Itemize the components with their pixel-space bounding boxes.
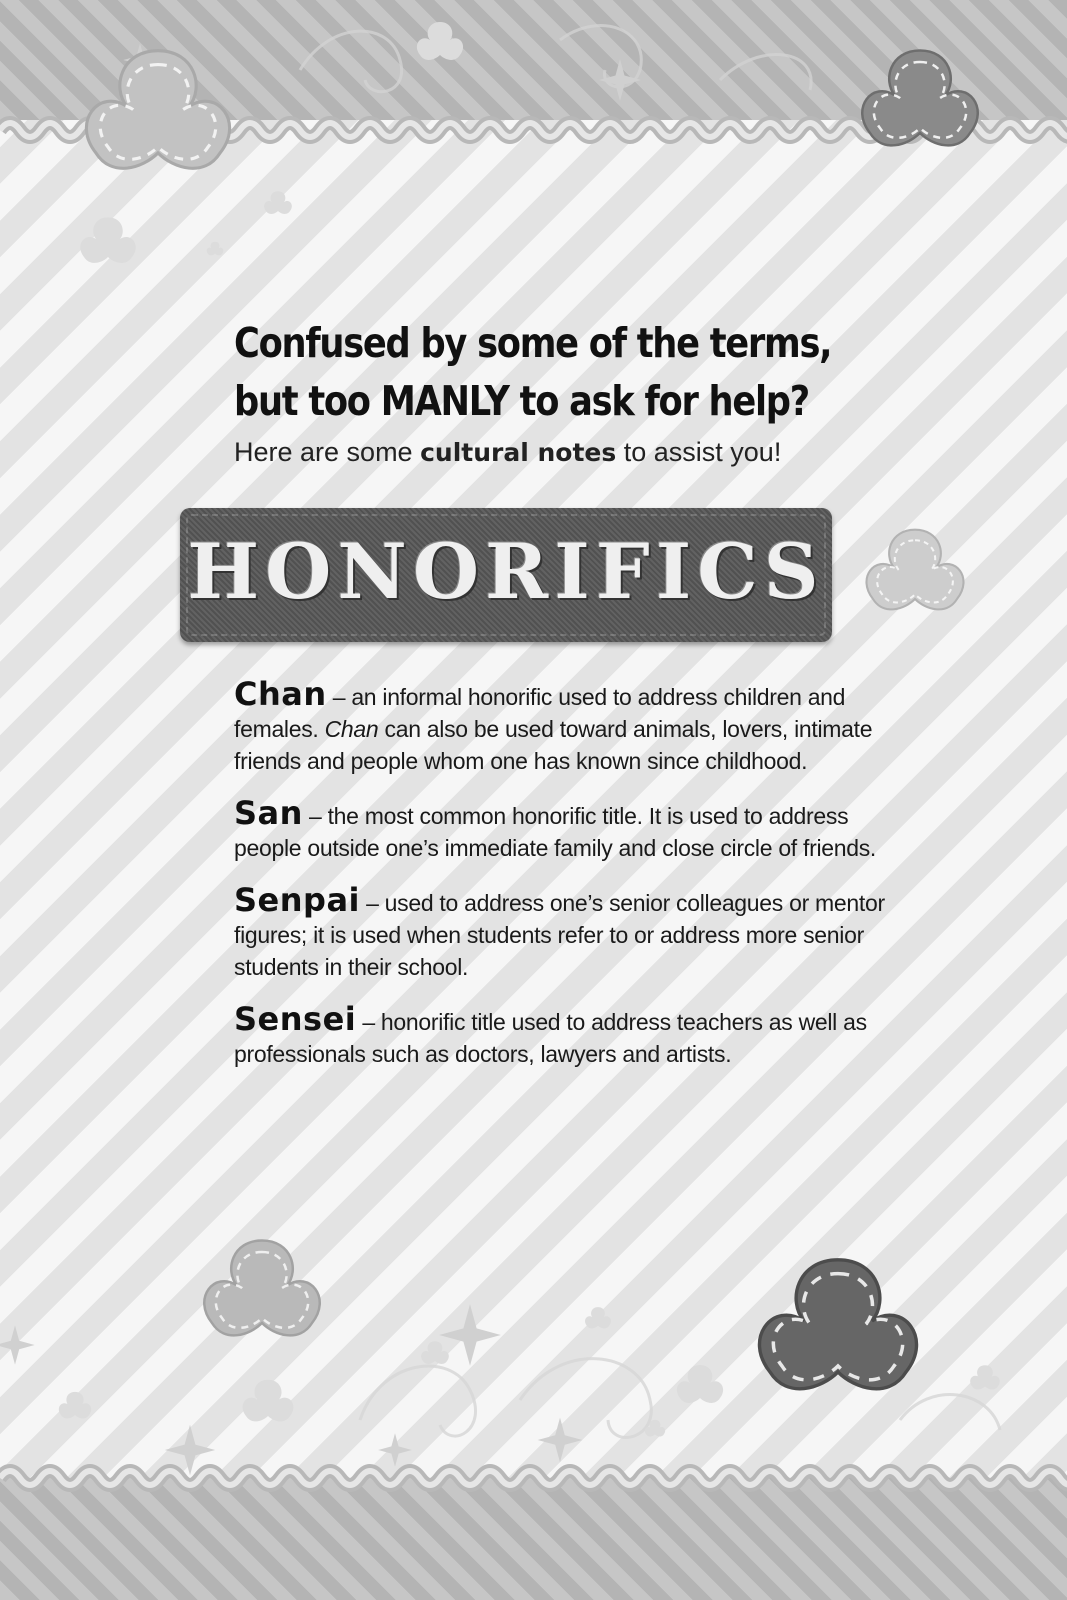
definition-san: the most common honorific title. It is used to address people outside one’s immediate family and close circle of friends. xyxy=(234,803,877,861)
definition-chan-part-2: can also be used toward animals, lovers, intimate friends and people whom one has known since childhood. xyxy=(234,716,873,774)
ric-rac-trim-bottom xyxy=(0,1471,1067,1485)
subheadline xyxy=(234,436,894,469)
definition-chan-part-1: an informal honorific used to address children and females. xyxy=(234,684,846,742)
term-senpai: Senpai xyxy=(234,881,360,919)
glossary-entry-sensei xyxy=(234,1000,894,1070)
entry-separator: – xyxy=(302,803,328,829)
glossary-entry-chan xyxy=(234,675,894,777)
entry-separator: – xyxy=(326,684,352,710)
definition-senpai: used to address one’s senior colleagues or mentor figures; it is used when students refer to or address more senior students in their school. xyxy=(234,890,885,980)
flower-patch-icon-bottom-left xyxy=(204,1241,319,1336)
definition-sensei: honorific title used to address teachers as well as professionals such as doctors, lawyers and artists. xyxy=(234,1009,867,1067)
headline-line-1: Confused by some of the terms, xyxy=(234,319,832,367)
subheadline-suffix: to assist you! xyxy=(616,437,782,467)
glossary-list xyxy=(234,675,894,1090)
glossary-entry-senpai xyxy=(234,881,894,983)
term-san: San xyxy=(234,794,303,832)
banner-title: HONORIFICS xyxy=(187,527,825,616)
headline-line-2: but too MANLY to ask for help? xyxy=(234,377,809,425)
flower-patch-icon-top-left xyxy=(86,51,229,169)
intro-block xyxy=(234,314,894,469)
subheadline-prefix: Here are some xyxy=(234,437,421,467)
entry-separator: – xyxy=(360,890,385,916)
definition-chan-emphasis: Chan xyxy=(324,716,379,742)
flower-patch-icon-mid-right xyxy=(866,530,963,610)
glossary-entry-san xyxy=(234,794,894,864)
term-sensei: Sensei xyxy=(234,1000,357,1038)
term-chan: Chan xyxy=(234,675,327,713)
swirl-ornament-top xyxy=(300,26,811,92)
subheadline-emphasis: cultural notes xyxy=(420,438,617,467)
flower-patch-icon-bottom-right xyxy=(759,1260,916,1389)
honorifics-banner xyxy=(180,508,832,642)
entry-separator: – xyxy=(356,1009,381,1035)
flower-patch-icon-top-right xyxy=(862,51,977,146)
